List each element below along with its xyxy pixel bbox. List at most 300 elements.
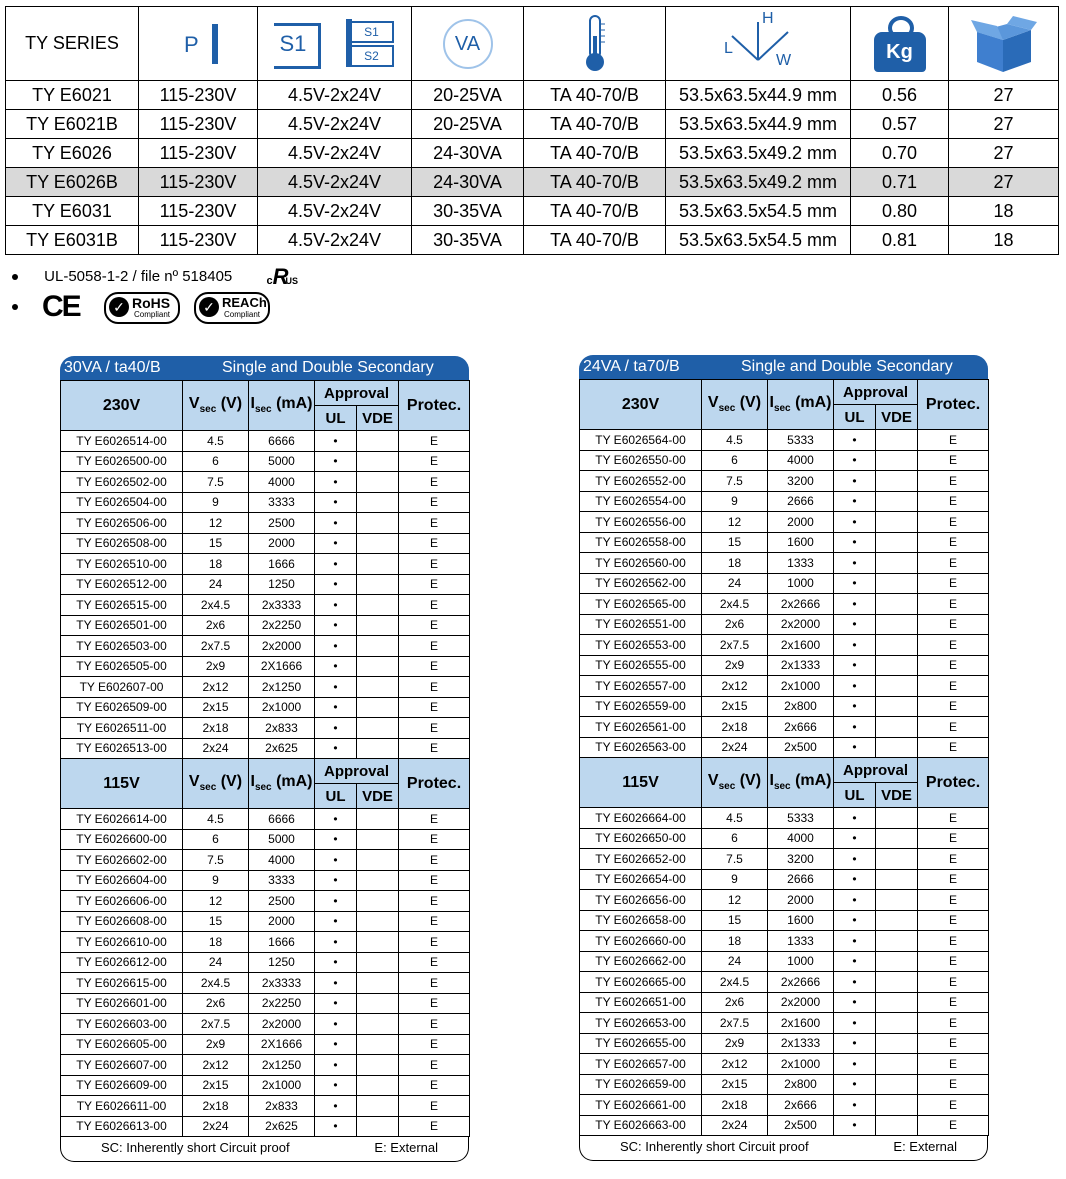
table-cell: 15: [702, 910, 768, 931]
table-cell: 2x4.5: [183, 595, 249, 616]
table-cell: •: [834, 737, 876, 758]
table-cell: E: [399, 615, 470, 636]
table-row: [61, 738, 470, 759]
table-cell: TY E6026604-00: [61, 870, 183, 891]
table-cell: •: [834, 573, 876, 594]
table-cell: 2x18: [183, 1096, 249, 1117]
table-cell: TY E6026607-00: [61, 1055, 183, 1076]
table-cell: TY E6026605-00: [61, 1034, 183, 1055]
table-cell: TY E6026557-00: [580, 676, 702, 697]
table-cell: 2666: [768, 869, 834, 890]
table-cell: [876, 532, 918, 553]
table-cell: •: [315, 1055, 357, 1076]
table-cell: E: [918, 491, 989, 512]
table-cell: [876, 491, 918, 512]
table-cell: TY E6026602-00: [61, 850, 183, 871]
table-footer: [579, 1136, 988, 1161]
table-row: [61, 636, 470, 657]
table-cell: 4000: [768, 450, 834, 471]
table-cell: •: [315, 697, 357, 718]
series-cell: 53.5x63.5x49.2 mm: [666, 168, 851, 197]
vsec-header: $V_{sec}$ (V): [702, 380, 768, 430]
table-cell: TY E6026608-00: [61, 911, 183, 932]
table-cell: •: [834, 717, 876, 738]
table-cell: 1333: [768, 931, 834, 952]
table-cell: 1250: [249, 574, 315, 595]
table-cell: 2x833: [249, 1096, 315, 1117]
approval-header: Approval: [834, 380, 918, 405]
table-cell: E: [918, 1013, 989, 1034]
table-cell: 4.5: [702, 430, 768, 451]
series-cell: 0.57: [851, 110, 949, 139]
table-cell: •: [315, 718, 357, 739]
table-cell: E: [399, 850, 470, 871]
table-cell: E: [399, 718, 470, 739]
table-cell: TY E6026558-00: [580, 532, 702, 553]
table-cell: [357, 891, 399, 912]
table-cell: 2x6: [183, 993, 249, 1014]
series-row: [6, 110, 1059, 139]
table-cell: •: [315, 870, 357, 891]
series-cell: 27: [949, 168, 1059, 197]
table-cell: E: [918, 931, 989, 952]
series-cell: 4.5V-2x24V: [258, 226, 412, 255]
table-cell: [357, 1096, 399, 1117]
table-row: [61, 718, 470, 739]
table-cell: •: [315, 1034, 357, 1055]
table-cell: •: [315, 1096, 357, 1117]
ul-cert-line: [12, 264, 298, 290]
table-cell: TY E6026663-00: [580, 1115, 702, 1136]
series-cell: 115-230V: [139, 197, 258, 226]
table-cell: •: [834, 828, 876, 849]
table-cell: 2x2000: [249, 636, 315, 657]
approval-header: Approval: [315, 759, 399, 784]
table-row: [580, 532, 989, 553]
table-cell: [357, 451, 399, 472]
table-cell: TY E6026555-00: [580, 655, 702, 676]
table-row: [61, 677, 470, 698]
table-cell: [357, 431, 399, 452]
table-cell: TY E6026552-00: [580, 471, 702, 492]
dimensions-icon: H L W: [666, 7, 851, 81]
table-cell: [876, 655, 918, 676]
table-cell: E: [918, 828, 989, 849]
table-cell: E: [918, 951, 989, 972]
table-cell: 2x7.5: [702, 1013, 768, 1034]
table-cell: 2x4.5: [183, 973, 249, 994]
table-cell: TY E6026601-00: [61, 993, 183, 1014]
table-cell: E: [399, 911, 470, 932]
table-cell: 2x4.5: [702, 594, 768, 615]
table-cell: E: [399, 533, 470, 554]
table-cell: TY E6026660-00: [580, 931, 702, 952]
table-cell: 5333: [768, 808, 834, 829]
table-cell: E: [918, 972, 989, 993]
table-cell: 2x2666: [768, 594, 834, 615]
bullet: [12, 304, 18, 310]
table-title: 30VA / ta40/B: [64, 359, 161, 376]
section-header-row: [580, 380, 989, 405]
table-cell: E: [399, 431, 470, 452]
section-header-row: [61, 381, 470, 406]
table-cell: 2000: [768, 512, 834, 533]
table-cell: TY E6026658-00: [580, 910, 702, 931]
table-cell: 4.5: [183, 431, 249, 452]
table-cell: [876, 1054, 918, 1075]
table-cell: [876, 737, 918, 758]
weight-icon: Kg: [851, 7, 949, 81]
table-cell: TY E6026550-00: [580, 450, 702, 471]
table-cell: •: [834, 553, 876, 574]
table-cell: 3200: [768, 471, 834, 492]
table-cell: [357, 932, 399, 953]
footer-note-external: E: External: [374, 1140, 438, 1155]
table-cell: TY E6026501-00: [61, 615, 183, 636]
table-row: [580, 951, 989, 972]
series-cell: TA 40-70/B: [524, 139, 666, 168]
series-cell: 115-230V: [139, 226, 258, 255]
table-row: [61, 932, 470, 953]
table-cell: TY E6026611-00: [61, 1096, 183, 1117]
table-cell: 2x2250: [249, 993, 315, 1014]
table-cell: 4000: [249, 850, 315, 871]
table-cell: E: [918, 573, 989, 594]
table-row: [61, 891, 470, 912]
table-cell: 24: [702, 573, 768, 594]
series-cell: TY E6031B: [6, 226, 139, 255]
table-cell: •: [834, 890, 876, 911]
table-cell: 15: [702, 532, 768, 553]
table-cell: TY E6026615-00: [61, 973, 183, 994]
table-cell: •: [315, 492, 357, 513]
table-row: [580, 849, 989, 870]
table-row: [580, 450, 989, 471]
table-cell: 2x2000: [768, 992, 834, 1013]
table-cell: 2x2666: [768, 972, 834, 993]
table-cell: E: [399, 870, 470, 891]
table-cell: E: [399, 1034, 470, 1055]
table-row: [61, 472, 470, 493]
table-cell: TY E6026508-00: [61, 533, 183, 554]
table-row: [61, 574, 470, 595]
table-cell: [876, 1095, 918, 1116]
vsec-header: $V_{sec}$ (V): [183, 381, 249, 431]
table-cell: E: [399, 513, 470, 534]
table-cell: •: [834, 849, 876, 870]
ul-header: UL: [834, 783, 876, 808]
series-header-label: TY SERIES: [6, 7, 139, 81]
table-row: [61, 431, 470, 452]
table-cell: TY E6026610-00: [61, 932, 183, 953]
protec-header: Protec.: [399, 381, 470, 431]
table-cell: 2x6: [702, 992, 768, 1013]
table-cell: [357, 1116, 399, 1137]
series-cell: 18: [949, 226, 1059, 255]
table-cell: TY E602607-00: [61, 677, 183, 698]
table-cell: TY E6026560-00: [580, 553, 702, 574]
table-row: [580, 1054, 989, 1075]
table-cell: •: [834, 931, 876, 952]
product-table-24va: [579, 355, 988, 1161]
table-cell: TY E6026564-00: [580, 430, 702, 451]
table-cell: 7.5: [183, 472, 249, 493]
table-cell: 1666: [249, 932, 315, 953]
table-cell: [357, 513, 399, 534]
table-cell: TY E6026659-00: [580, 1074, 702, 1095]
table-cell: 2x1333: [768, 1033, 834, 1054]
table-cell: E: [918, 1095, 989, 1116]
table-cell: TY E6026614-00: [61, 809, 183, 830]
table-cell: [876, 972, 918, 993]
table-cell: 2X1666: [249, 1034, 315, 1055]
table-row: [580, 1013, 989, 1034]
series-cell: 4.5V-2x24V: [258, 81, 412, 110]
table-cell: 2x1000: [249, 697, 315, 718]
table-cell: 2x500: [768, 737, 834, 758]
series-cell: 30-35VA: [412, 226, 524, 255]
table-cell: [876, 573, 918, 594]
table-cell: TY E6026505-00: [61, 656, 183, 677]
table-cell: [876, 849, 918, 870]
protec-header: Protec.: [918, 380, 989, 430]
table-cell: [357, 595, 399, 616]
vsec-header: $V_{sec}$ (V): [702, 758, 768, 808]
table-cell: 6: [183, 829, 249, 850]
table-cell: •: [834, 910, 876, 931]
table-cell: 2x15: [702, 696, 768, 717]
vde-header: VDE: [876, 783, 918, 808]
table-cell: 2x7.5: [702, 635, 768, 656]
table-cell: TY E6026655-00: [580, 1033, 702, 1054]
section-header-row: [61, 759, 470, 784]
table-cell: E: [399, 1075, 470, 1096]
table-cell: TY E6026664-00: [580, 808, 702, 829]
va-icon: VA: [412, 7, 524, 81]
table-cell: TY E6026509-00: [61, 697, 183, 718]
series-cell: 30-35VA: [412, 197, 524, 226]
table-cell: 18: [702, 553, 768, 574]
series-cell: 20-25VA: [412, 81, 524, 110]
table-cell: 2x9: [702, 1033, 768, 1054]
table-cell: TY E6026554-00: [580, 491, 702, 512]
product-table-30va: [60, 356, 469, 1162]
table-cell: TY E6026600-00: [61, 829, 183, 850]
table-cell: 2x833: [249, 718, 315, 739]
table-cell: E: [918, 696, 989, 717]
table-cell: •: [315, 656, 357, 677]
table-cell: E: [399, 595, 470, 616]
table-cell: [357, 677, 399, 698]
table-cell: [876, 931, 918, 952]
table-cell: •: [834, 1095, 876, 1116]
table-cell: 18: [183, 932, 249, 953]
table-cell: 2x1000: [249, 1075, 315, 1096]
table-cell: 24: [183, 952, 249, 973]
table-cell: E: [399, 973, 470, 994]
table-row: [61, 993, 470, 1014]
table-cell: •: [315, 952, 357, 973]
table-row: [580, 828, 989, 849]
table-cell: •: [834, 635, 876, 656]
table-row: [61, 1075, 470, 1096]
check-icon: ✓: [199, 297, 219, 317]
table-cell: [876, 635, 918, 656]
table-cell: 15: [183, 533, 249, 554]
table-cell: 2x15: [183, 1075, 249, 1096]
isec-header: $I_{sec}$ (mA): [249, 759, 315, 809]
table-cell: 7.5: [702, 849, 768, 870]
series-cell: TA 40-70/B: [524, 110, 666, 139]
table-cell: [876, 676, 918, 697]
table-cell: [357, 554, 399, 575]
table-cell: 2x12: [702, 1054, 768, 1075]
table-cell: 5000: [249, 451, 315, 472]
table-cell: [876, 1074, 918, 1095]
protec-header: Protec.: [918, 758, 989, 808]
series-row: [6, 226, 1059, 255]
series-cell: 115-230V: [139, 81, 258, 110]
table-row: [61, 829, 470, 850]
table-row: [580, 1033, 989, 1054]
series-cell: 0.81: [851, 226, 949, 255]
table-cell: E: [399, 554, 470, 575]
table-cell: 18: [702, 931, 768, 952]
series-cell: 0.71: [851, 168, 949, 197]
ce-mark: CE: [42, 290, 80, 323]
table-cell: •: [834, 676, 876, 697]
table-cell: 2x24: [702, 737, 768, 758]
table-cell: E: [918, 849, 989, 870]
table-cell: 2x1250: [249, 1055, 315, 1076]
table-cell: 1333: [768, 553, 834, 574]
table-cell: TY E6026514-00: [61, 431, 183, 452]
series-cell: TY E6026: [6, 139, 139, 168]
table-cell: [357, 829, 399, 850]
ul-cert-text: UL-5058-1-2 / file nº 518405: [44, 267, 233, 285]
table-cell: 9: [702, 491, 768, 512]
table-cell: 1600: [768, 910, 834, 931]
table-cell: 2x2000: [249, 1014, 315, 1035]
box-icon: [949, 7, 1059, 81]
section-voltage: 230V: [580, 380, 702, 430]
series-cell: 53.5x63.5x49.2 mm: [666, 139, 851, 168]
table-cell: E: [399, 932, 470, 953]
table-cell: [357, 870, 399, 891]
table-cell: TY E6026559-00: [580, 696, 702, 717]
table-cell: •: [834, 532, 876, 553]
table-cell: •: [315, 1014, 357, 1035]
series-cell: 53.5x63.5x44.9 mm: [666, 110, 851, 139]
series-cell: 115-230V: [139, 110, 258, 139]
table-cell: TY E6026502-00: [61, 472, 183, 493]
table-cell: [357, 973, 399, 994]
table-cell: 1666: [249, 554, 315, 575]
table-cell: 2x4.5: [702, 972, 768, 993]
table-cell: 24: [183, 574, 249, 595]
table-cell: TY E6026612-00: [61, 952, 183, 973]
table-row: [61, 952, 470, 973]
table-cell: •: [315, 1116, 357, 1137]
table-cell: 2x1250: [249, 677, 315, 698]
table-row: [61, 1116, 470, 1137]
table-cell: TY E6026504-00: [61, 492, 183, 513]
table-cell: 2x625: [249, 738, 315, 759]
table-cell: 2x15: [702, 1074, 768, 1095]
table-row: [580, 869, 989, 890]
table-cell: 18: [183, 554, 249, 575]
table-cell: TY E6026511-00: [61, 718, 183, 739]
table-cell: E: [918, 655, 989, 676]
table-row: [61, 1096, 470, 1117]
ul-header: UL: [315, 784, 357, 809]
table-cell: [357, 738, 399, 759]
table-cell: E: [918, 869, 989, 890]
table-row: [580, 635, 989, 656]
table-cell: E: [399, 738, 470, 759]
table-cell: 2x2250: [249, 615, 315, 636]
table-subtitle: Single and Double Secondary: [222, 359, 434, 376]
table-cell: 24: [702, 951, 768, 972]
table-cell: E: [399, 1055, 470, 1076]
ul-mark: cRUS: [266, 264, 298, 289]
table-cell: E: [399, 472, 470, 493]
series-cell: 4.5V-2x24V: [258, 110, 412, 139]
table-row: [61, 697, 470, 718]
table-cell: E: [399, 809, 470, 830]
table-cell: [876, 430, 918, 451]
table-cell: •: [834, 1013, 876, 1034]
table-cell: 2000: [768, 890, 834, 911]
series-row: [6, 197, 1059, 226]
table-row: [580, 573, 989, 594]
table-cell: [876, 450, 918, 471]
table-cell: 2X1666: [249, 656, 315, 677]
table-row: [61, 1034, 470, 1055]
table-row: [580, 992, 989, 1013]
table-cell: 2x9: [183, 656, 249, 677]
primary-voltage-icon: P: [139, 7, 258, 81]
table-cell: 2000: [249, 533, 315, 554]
isec-header: $I_{sec}$ (mA): [249, 381, 315, 431]
series-cell: 4.5V-2x24V: [258, 197, 412, 226]
table-cell: 12: [183, 513, 249, 534]
series-cell: 115-230V: [139, 139, 258, 168]
table-cell: 2x1000: [768, 676, 834, 697]
table-row: [580, 931, 989, 952]
table-row: [580, 676, 989, 697]
table-cell: E: [918, 808, 989, 829]
series-header-row: [6, 7, 1059, 81]
series-cell: 20-25VA: [412, 110, 524, 139]
table-cell: 2x2000: [768, 614, 834, 635]
table-cell: 2x24: [183, 1116, 249, 1137]
table-cell: TY E6026503-00: [61, 636, 183, 657]
table-cell: •: [834, 491, 876, 512]
table-row: [61, 492, 470, 513]
table-cell: 1600: [768, 532, 834, 553]
table-row: [580, 430, 989, 451]
table-cell: 2x18: [183, 718, 249, 739]
table-row: [580, 696, 989, 717]
table-cell: 2x9: [183, 1034, 249, 1055]
series-cell: TA 40-70/B: [524, 168, 666, 197]
table-cell: •: [834, 972, 876, 993]
table-cell: TY E6026650-00: [580, 828, 702, 849]
series-cell: 53.5x63.5x44.9 mm: [666, 81, 851, 110]
table-row: [61, 1055, 470, 1076]
table-cell: •: [834, 696, 876, 717]
